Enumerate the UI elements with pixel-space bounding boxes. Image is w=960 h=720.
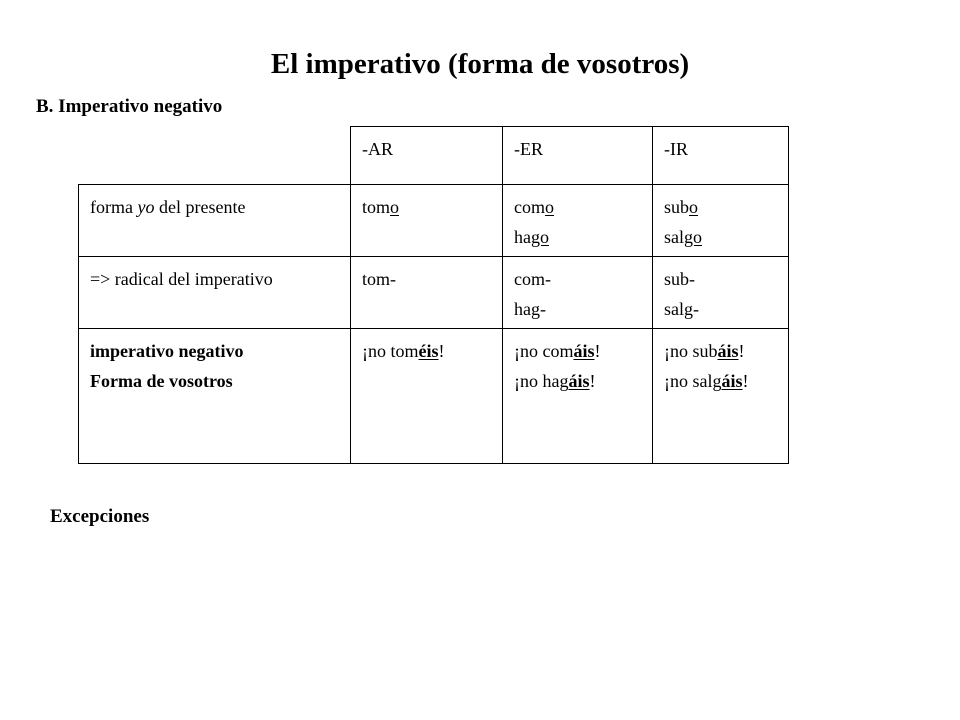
text-segment: tom — [362, 197, 391, 217]
cell-line — [664, 192, 702, 222]
text-segment: forma — [90, 197, 138, 217]
underlined-ending: áis — [717, 341, 739, 361]
section-subtitle: B. Imperativo negativo — [36, 96, 223, 117]
text-segment: del presente — [154, 197, 246, 217]
table-cell — [664, 264, 699, 324]
underlined-ending: o — [390, 197, 400, 217]
table-row-divider — [78, 328, 789, 329]
text-segment: ¡no sub — [664, 341, 718, 361]
cell-line — [664, 264, 699, 294]
text-segment: ¡no salg — [664, 371, 722, 391]
cell-line — [90, 264, 273, 294]
exceptions-label: Excepciones — [50, 506, 150, 527]
text-segment: Forma de vosotros — [90, 371, 233, 391]
table-cell — [664, 336, 749, 396]
table-row-divider — [78, 256, 789, 257]
underlined-ending: o — [545, 197, 554, 217]
table-border-left — [78, 184, 79, 463]
underlined-ending: o — [689, 197, 699, 217]
cell-line — [664, 294, 699, 324]
text-segment: com- — [514, 269, 551, 289]
text-segment: sub- — [664, 269, 695, 289]
text-segment: ¡no tom — [362, 341, 419, 361]
text-segment: ¡no hag — [514, 371, 569, 391]
cell-line — [664, 336, 749, 366]
column-header: -AR — [362, 139, 393, 159]
row-label — [90, 336, 243, 396]
cell-line — [362, 336, 445, 366]
text-segment: ! — [589, 371, 596, 391]
cell-line — [362, 192, 399, 222]
table-cell — [362, 336, 445, 366]
table-cell — [664, 192, 702, 252]
text-segment: => radical del imperativo — [90, 269, 273, 289]
table-cell — [362, 264, 396, 294]
underlined-ending: áis — [573, 341, 595, 361]
cell-line — [514, 222, 554, 252]
text-segment: tom- — [362, 269, 396, 289]
text-segment: ! — [594, 341, 601, 361]
table-column-divider — [350, 126, 351, 463]
underlined-ending: éis — [418, 341, 439, 361]
cell-line — [664, 366, 749, 396]
table-border-bottom — [78, 463, 789, 464]
text-segment: imperativo negativo — [90, 341, 244, 361]
table-border-top — [350, 126, 789, 127]
cell-line — [514, 192, 554, 222]
table-cell — [514, 336, 601, 396]
cell-line — [514, 336, 601, 366]
underlined-ending: áis — [568, 371, 590, 391]
text-segment: sal — [664, 227, 684, 247]
underlined-ending: go — [531, 227, 549, 247]
row-label — [90, 192, 245, 222]
text-segment: ! — [742, 371, 749, 391]
column-header: -IR — [664, 139, 688, 159]
cell-line — [362, 264, 396, 294]
table-border-right — [788, 126, 789, 463]
text-segment: sub — [664, 197, 690, 217]
row-label — [90, 264, 273, 294]
cell-line — [514, 264, 551, 294]
cell-line — [90, 366, 243, 396]
underlined-ending: áis — [721, 371, 743, 391]
cell-line — [90, 192, 245, 222]
text-segment: yo — [137, 197, 155, 217]
table-cell — [362, 192, 399, 222]
text-segment: hag- — [514, 299, 546, 319]
text-segment: ¡no com — [514, 341, 574, 361]
cell-line — [664, 222, 702, 252]
column-header: -ER — [514, 139, 543, 159]
underlined-ending: go — [684, 227, 702, 247]
text-segment: salg- — [664, 299, 699, 319]
table-cell — [514, 264, 551, 324]
table-row-divider — [78, 184, 789, 185]
text-segment: ! — [738, 341, 745, 361]
table-column-divider — [502, 126, 503, 463]
table-column-divider — [652, 126, 653, 463]
text-segment: com — [514, 197, 545, 217]
text-segment: ha — [514, 227, 531, 247]
table-cell — [514, 192, 554, 252]
page-title: El imperativo (forma de vosotros) — [270, 48, 690, 80]
cell-line — [514, 294, 551, 324]
cell-line — [514, 366, 601, 396]
text-segment: ! — [438, 341, 445, 361]
cell-line — [90, 336, 243, 366]
